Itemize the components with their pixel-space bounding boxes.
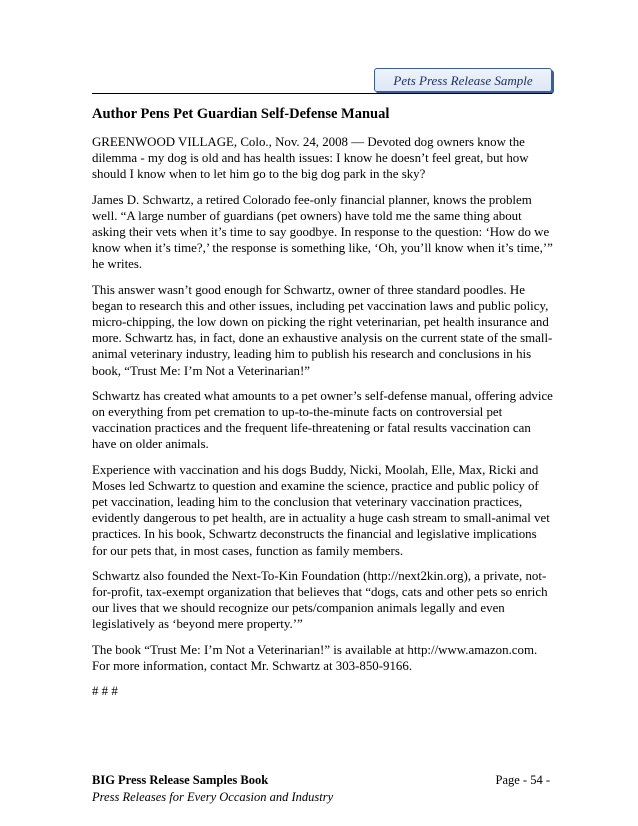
paragraph: James D. Schwartz, a retired Colorado fee-only financial planner, knows the problem well. “A large number of guardians (pet owners) have told me the same thing about asking their vets when it’s time to say goodbye. In response to the question: ‘How do we know when it’s time?,’ the response is something like, ‘Oh, you’ll know when it’s time,’” he writes.: [92, 192, 553, 272]
paragraph: Schwartz has created what amounts to a pet owner’s self-defense manual, offering advice on everything from pet cremation to up-to-the-minute facts on controversial pet vaccination practices and the frequent life-threatening or fatal results vaccination can have on older animals.: [92, 388, 553, 452]
paragraph: The book “Trust Me: I’m Not a Veterinarian!” is available at http://www.amazon.com. For more information, contact Mr. Schwartz at 303-850-9166.: [92, 642, 538, 673]
page-number: Page - 54 -: [495, 773, 550, 787]
header-rule: [92, 93, 552, 94]
section-label: Pets Press Release Sample: [374, 68, 552, 92]
footer-book-title: BIG Press Release Samples Book: [92, 773, 269, 787]
paragraph: This answer wasn’t good enough for Schwartz, owner of three standard poodles. He began to research this and other issues, including pet vaccination laws and public policy, micro-chipping, the low down on picking the right veterinarian, pet health insurance and more. Schwartz has, in fact, done an exhaustive analysis on the current state of the small-animal veterinary industry, leading him to publish his research and conclusions in his book, “Trust Me: I’m Not a Veterinarian!”: [92, 282, 553, 378]
paragraph: Schwartz also founded the Next-To-Kin Foundation (http://next2kin.org), a private, not-for-profit, tax-exempt organization that believes that “dogs, cats and other pets so enrich our lives that we should recognize our pets/companion animals legally and even legislatively as ‘beyond mere property.’”: [92, 568, 548, 632]
paragraph: Experience with vaccination and his dogs Buddy, Nicki, Moolah, Elle, Max, Ricki and Moses led Schwartz to question and examine the science, practice and public policy of pet vaccination, leading him to the conclusion that veterinary vaccination practices, evidently dangerous to pet health, are in actuality a huge cash stream to small-animal vet practices. In his book, Schwartz deconstructs the financial and legislative implications for our pets that, in most cases, function as family members.: [92, 462, 550, 558]
end-marks: # # #: [92, 684, 118, 699]
paragraph: GREENWOOD VILLAGE, Colo., Nov. 24, 2008 — Devoted dog owners know the dilemma - my dog is old and has health issues: I know he doesn’t feel great, but how should I know when to let him go to the big dog park in the sky?: [92, 135, 529, 182]
article-title: Author Pens Pet Guardian Self-Defense Manual: [92, 106, 390, 122]
article-body: [92, 134, 554, 708]
footer-subtitle: Press Releases for Every Occasion and Industry: [92, 790, 334, 804]
